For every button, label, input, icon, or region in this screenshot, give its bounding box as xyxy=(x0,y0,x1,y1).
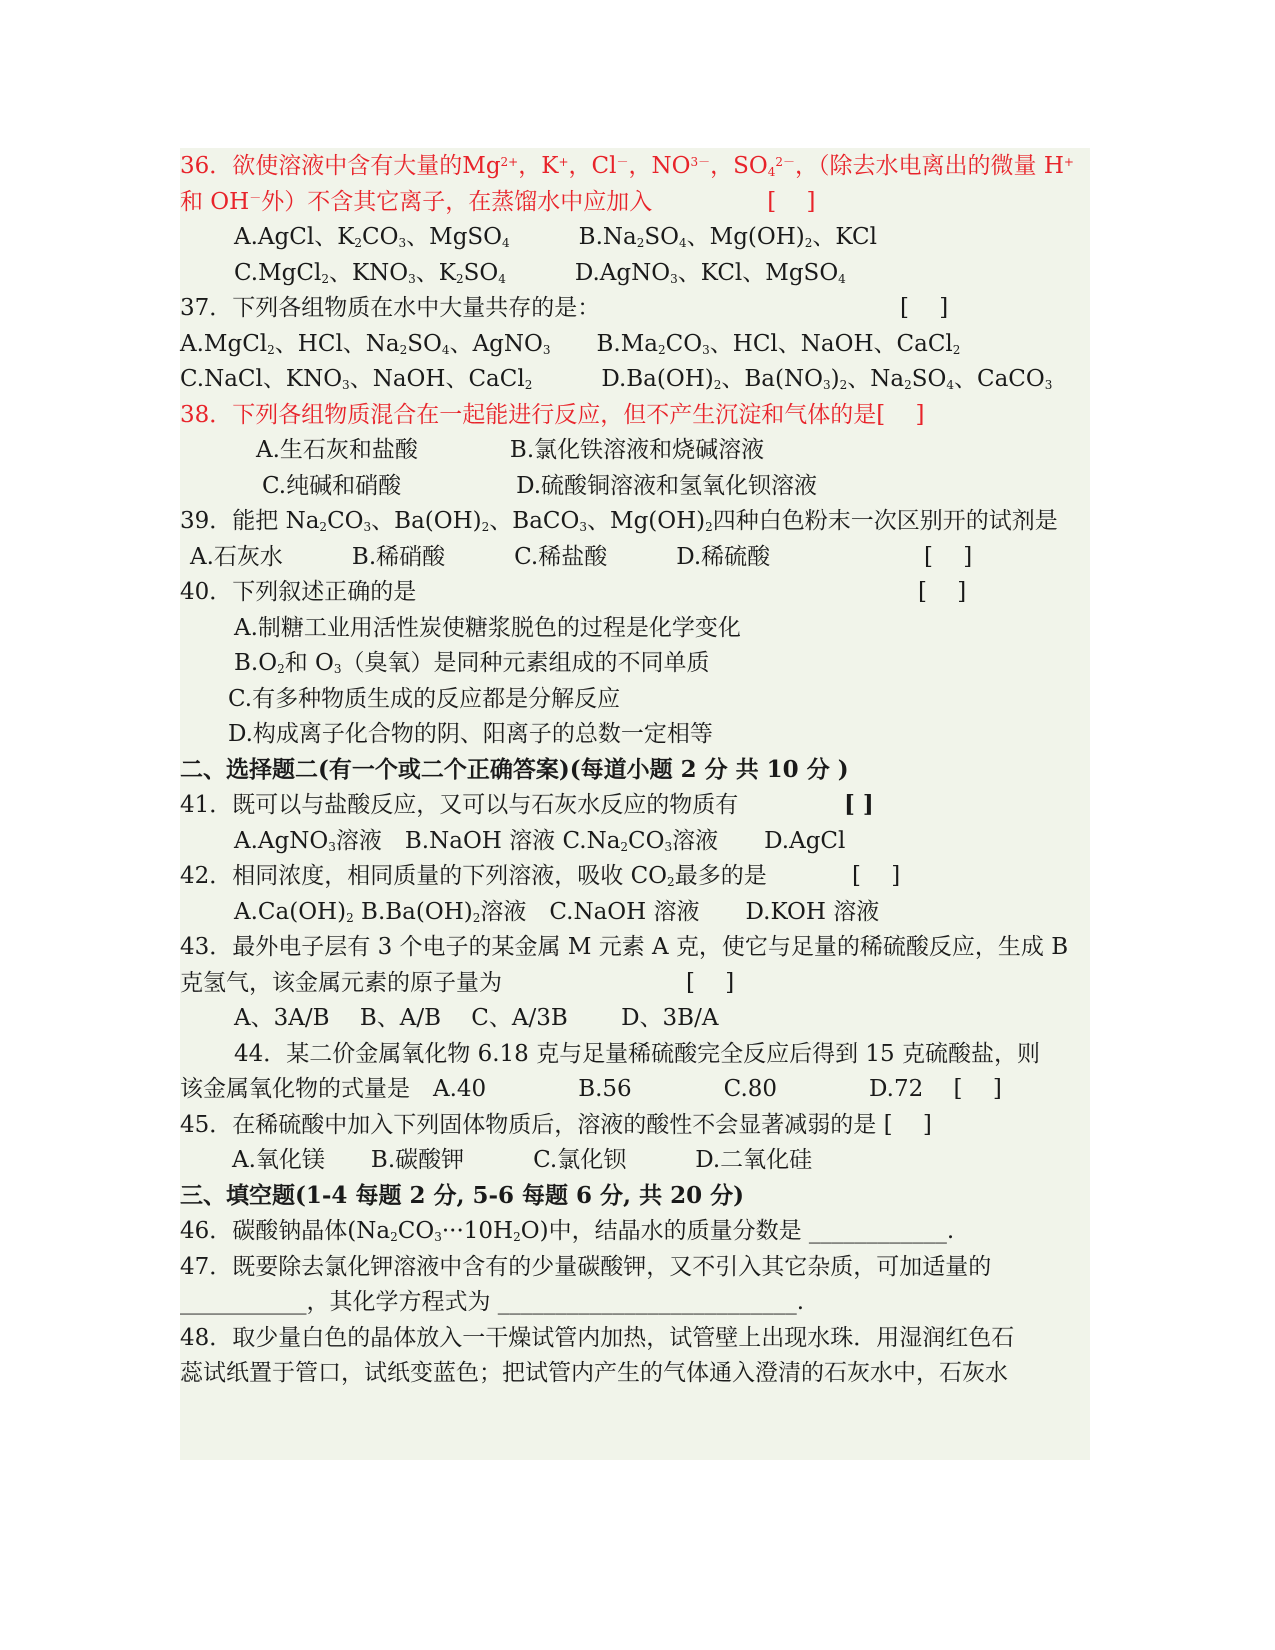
q42-options: $A.Ca(OH)_2$ $B.Ba(OH)_2$溶液 C.NaOH 溶液 D.KOH 溶液 xyxy=(234,899,880,925)
q47-line2: ___________，其化学方程式为 __________________________. xyxy=(180,1289,805,1315)
q40-option-b: $B.O_2$和 $O_3$（臭氧）是同种元素组成的不同单质 xyxy=(234,650,710,676)
q41-options: A.AgNO$_3$溶液 B.NaOH 溶液 $C.Na_2CO_3$溶液 D.AgCl xyxy=(234,828,846,854)
q40-stem: 40．下列叙述正确的是 xyxy=(180,579,417,605)
q40-option-d: D.构成离子化合物的阴、阳离子的总数一定相等 xyxy=(228,721,713,747)
q40-answer-bracket: [ ] xyxy=(918,579,967,605)
q45-options: A.氧化镁 B.碳酸钾 C.氯化钡 D.二氧化硅 xyxy=(232,1147,813,1173)
q42-stem: 42．相同浓度，相同质量的下列溶液，吸收 $CO_2$最多的是 xyxy=(180,863,767,889)
q39-stem: 39．能把 $Na_2CO_3$、$Ba(OH)_2$、BaCO$_3$、$Mg(OH)_2$四种白色粉末一次区别开的试剂是 xyxy=(180,508,1058,534)
q46-stem: 46．碳酸钠晶体$(Na_2CO_3\cdot\cdot\cdot 10H_2O)$中，结晶水的质量分数是 ____________. xyxy=(180,1218,955,1244)
q38-options-cd: C.纯碱和硝酸 D.硫酸铜溶液和氢氧化钡溶液 xyxy=(262,473,818,499)
q36-line1: 36．欲使溶液中含有大量的$Mg^{2+}$，K+，Cl－，$NO^{3-}$，$SO_4^{2-}$，（除去水电离出的微量 H+ xyxy=(180,153,1074,179)
q42-answer-bracket: [ ] xyxy=(852,863,901,889)
q37-options-cd: C.NaCl、$KNO_3$、NaOH、CaCl$_2$ $D.Ba(OH)_2$、$Ba(NO_3)_2$、$Na_2SO_4$、CaCO$_3$ xyxy=(180,366,1053,392)
q43-options: A、3A/B B、A/B C、A/3B D、3B/A xyxy=(234,1005,719,1031)
q44-line2: 该金属氧化物的式量是 A.40 B.56 C.80 D.72 [ ] xyxy=(180,1076,1002,1102)
q43-line1: 43．最外电子层有 3 个电子的某金属 M 元素 A 克，使它与足量的稀硫酸反应，生成 B xyxy=(180,934,1069,960)
q36-options-cd: C.MgCl$_2$、$KNO_3$、$K_2SO_4$ D.AgNO$_3$、KCl、MgSO$_4$ xyxy=(234,260,846,286)
q47-line1: 47．既要除去氯化钾溶液中含有的少量碳酸钾，又不引入其它杂质，可加适量的 xyxy=(180,1254,992,1280)
q37-answer-bracket: [ ] xyxy=(900,295,949,321)
section-3-heading: 三、填空题(1-4 每题 2 分, 5-6 每题 6 分, 共 20 分) xyxy=(180,1182,744,1209)
q36-line2: 和 OH－外）不含其它离子，在蒸馏水中应加入 [ ] xyxy=(180,189,816,215)
q37-stem: 37．下列各组物质在水中大量共存的是： xyxy=(180,295,601,321)
q36-options-ab: A.AgCl、$K_2CO_3$、MgSO$_4$ $B.Na_2SO_4$、$Mg(OH)_2$、KCl xyxy=(234,224,877,250)
q41-answer-bracket: [ ] xyxy=(844,791,874,818)
q39-answer-bracket: [ ] xyxy=(924,544,973,570)
q38-stem: 38．下列各组物质混合在一起能进行反应，但不产生沉淀和气体的是[ ] xyxy=(180,402,925,428)
q40-option-a: A.制糖工业用活性炭使糖浆脱色的过程是化学变化 xyxy=(234,615,741,641)
q40-option-c: C.有多种物质生成的反应都是分解反应 xyxy=(228,686,621,712)
q37-options-ab: A.MgCl$_2$、HCl、$Na_2SO_4$、AgNO$_3$ $B.Ma_2CO_3$、HCl、NaOH、CaCl$_2$ xyxy=(180,331,961,357)
q44-line1: 44．某二价金属氧化物 6.18 克与足量稀硫酸完全反应后得到 15 克硫酸盐，则 xyxy=(234,1041,1040,1067)
q48-line2: 蕊试纸置于管口，试纸变蓝色；把试管内产生的气体通入澄清的石灰水中，石灰水 xyxy=(180,1360,1008,1386)
section-2-heading: 二、选择题二(有一个或二个正确答案)(每道小题 2 分 共 10 分 ) xyxy=(180,756,849,783)
q48-line1: 48．取少量白色的晶体放入一干燥试管内加热，试管壁上出现水珠．用湿润红色石 xyxy=(180,1325,1015,1351)
q38-options-ab: A.生石灰和盐酸 B.氯化铁溶液和烧碱溶液 xyxy=(256,437,765,463)
q43-line2: 克氢气，该金属元素的原子量为 [ ] xyxy=(180,970,735,996)
q39-options: A.石灰水 B.稀硝酸 C.稀盐酸 D.稀硫酸 xyxy=(190,544,771,570)
q41-stem: 41．既可以与盐酸反应，又可以与石灰水反应的物质有 xyxy=(180,792,739,818)
q45-stem: 45．在稀硫酸中加入下列固体物质后，溶液的酸性不会显著减弱的是 [ ] xyxy=(180,1112,932,1138)
document-page xyxy=(180,148,1090,1460)
